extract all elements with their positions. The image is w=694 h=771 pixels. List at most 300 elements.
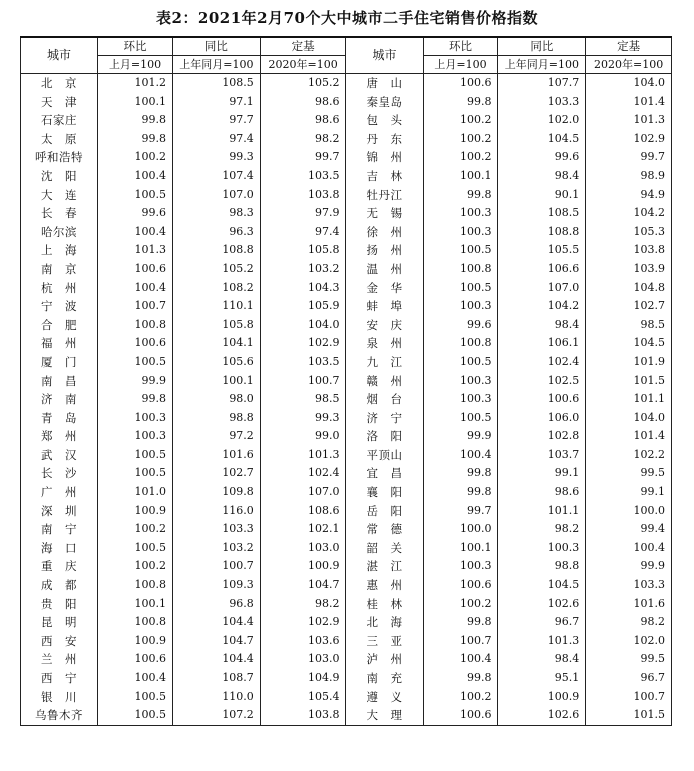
right-city-cell: 平顶山 [346,446,423,465]
right-base-cell: 98.2 [586,613,672,632]
right-city-cell: 大 理 [346,706,423,725]
left-yoy-cell: 100.1 [173,372,261,391]
left-yoy-cell: 116.0 [173,502,261,521]
right-base-cell: 99.7 [586,148,672,167]
right-mom-cell: 100.2 [423,595,498,614]
right-city-cell: 锦 州 [346,148,423,167]
right-base-cell: 102.9 [586,130,672,149]
left-base-cell: 97.9 [260,204,346,223]
left-city-cell: 青 岛 [21,409,98,428]
table-row [21,130,672,149]
right-mom-cell: 100.2 [423,148,498,167]
left-base-cell: 103.0 [260,539,346,558]
right-yoy-cell: 98.4 [498,650,586,669]
table-body [21,74,672,726]
right-city-cell: 北 海 [346,613,423,632]
right-base-cell: 103.9 [586,260,672,279]
table-row [21,464,672,483]
right-mom-cell: 99.8 [423,613,498,632]
right-base-cell: 100.0 [586,502,672,521]
left-city-cell: 银 川 [21,688,98,707]
left-base-cell: 97.4 [260,223,346,242]
right-base-cell: 104.5 [586,334,672,353]
left-mom-cell: 100.4 [98,223,173,242]
left-mom-cell: 100.1 [98,595,173,614]
table-row [21,223,672,242]
right-yoy-cell: 100.9 [498,688,586,707]
left-mom-cell: 100.8 [98,613,173,632]
right-mom-cell: 100.4 [423,446,498,465]
left-base-cell: 99.7 [260,148,346,167]
right-city-cell: 包 头 [346,111,423,130]
left-city-cell: 厦 门 [21,353,98,372]
left-yoy-cell: 107.2 [173,706,261,725]
table-row [21,111,672,130]
left-yoy-cell: 96.3 [173,223,261,242]
right-mom-cell: 100.8 [423,260,498,279]
right-yoy-cell: 100.6 [498,390,586,409]
right-mom-cell: 100.5 [423,241,498,260]
right-mom-cell: 100.5 [423,409,498,428]
table-row [21,204,672,223]
right-city-cell: 烟 台 [346,390,423,409]
right-base-cell: 101.5 [586,372,672,391]
left-base-cell: 108.6 [260,502,346,521]
right-yoy-cell: 90.1 [498,186,586,205]
right-mom-cell: 100.8 [423,334,498,353]
fixed-base-right: 2020年=100 [586,56,672,74]
left-city-cell: 沈 阳 [21,167,98,186]
right-city-cell: 南 充 [346,669,423,688]
left-yoy-cell: 110.0 [173,688,261,707]
left-yoy-cell: 97.2 [173,427,261,446]
left-mom-cell: 100.5 [98,353,173,372]
left-yoy-cell: 98.8 [173,409,261,428]
right-base-cell: 104.0 [586,409,672,428]
table-row [21,613,672,632]
left-city-cell: 太 原 [21,130,98,149]
left-mom-cell: 100.5 [98,706,173,725]
left-city-cell: 兰 州 [21,650,98,669]
left-base-cell: 103.2 [260,260,346,279]
right-city-cell: 三 亚 [346,632,423,651]
table-row [21,520,672,539]
right-base-cell: 101.4 [586,427,672,446]
table-row [21,372,672,391]
right-yoy-cell: 108.5 [498,204,586,223]
table-row [21,279,672,298]
right-mom-cell: 100.5 [423,353,498,372]
right-yoy-cell: 100.3 [498,539,586,558]
left-yoy-cell: 108.7 [173,669,261,688]
left-city-cell: 宁 波 [21,297,98,316]
right-mom-cell: 100.2 [423,111,498,130]
left-yoy-cell: 104.4 [173,613,261,632]
right-yoy-cell: 99.6 [498,148,586,167]
right-mom-cell: 99.8 [423,186,498,205]
left-city-cell: 南 昌 [21,372,98,391]
right-base-cell: 96.7 [586,669,672,688]
table-row [21,316,672,335]
table-row [21,669,672,688]
left-mom-cell: 100.2 [98,520,173,539]
mom-base-right: 上月=100 [423,56,498,74]
left-base-cell: 99.3 [260,409,346,428]
left-city-cell: 呼和浩特 [21,148,98,167]
left-yoy-cell: 109.8 [173,483,261,502]
left-base-cell: 107.0 [260,483,346,502]
table-row [21,148,672,167]
right-city-cell: 湛 江 [346,557,423,576]
right-city-cell: 洛 阳 [346,427,423,446]
right-mom-cell: 100.3 [423,204,498,223]
left-base-cell: 98.6 [260,111,346,130]
right-yoy-cell: 107.0 [498,279,586,298]
table-row [21,595,672,614]
right-yoy-cell: 106.1 [498,334,586,353]
left-base-cell: 99.0 [260,427,346,446]
right-city-cell: 丹 东 [346,130,423,149]
right-mom-cell: 100.3 [423,390,498,409]
table-row [21,502,672,521]
right-yoy-cell: 103.3 [498,93,586,112]
table-row [21,632,672,651]
left-base-cell: 103.0 [260,650,346,669]
left-yoy-cell: 101.6 [173,446,261,465]
right-city-cell: 安 庆 [346,316,423,335]
left-mom-cell: 100.5 [98,186,173,205]
left-base-cell: 102.4 [260,464,346,483]
left-city-cell: 深 圳 [21,502,98,521]
price-index-table [20,36,672,726]
table-row [21,576,672,595]
left-base-cell: 100.9 [260,557,346,576]
yoy-header-left: 同比 [173,37,261,56]
left-yoy-cell: 103.2 [173,539,261,558]
right-city-cell: 岳 阳 [346,502,423,521]
table-row [21,260,672,279]
left-base-cell: 103.5 [260,167,346,186]
right-mom-cell: 100.0 [423,520,498,539]
table-row [21,353,672,372]
table-row [21,74,672,93]
left-city-cell: 西 安 [21,632,98,651]
table-row [21,706,672,725]
table-row [21,93,672,112]
left-city-cell: 合 肥 [21,316,98,335]
right-city-cell: 宜 昌 [346,464,423,483]
right-mom-cell: 100.1 [423,167,498,186]
right-yoy-cell: 103.7 [498,446,586,465]
left-city-cell: 南 宁 [21,520,98,539]
right-city-cell: 桂 林 [346,595,423,614]
left-yoy-cell: 98.3 [173,204,261,223]
left-yoy-cell: 104.7 [173,632,261,651]
left-city-cell: 石家庄 [21,111,98,130]
left-yoy-cell: 105.8 [173,316,261,335]
right-mom-cell: 99.9 [423,427,498,446]
left-mom-cell: 100.5 [98,688,173,707]
right-base-cell: 104.2 [586,204,672,223]
left-mom-cell: 100.5 [98,539,173,558]
table-row [21,483,672,502]
right-base-cell: 101.9 [586,353,672,372]
right-city-cell: 韶 关 [346,539,423,558]
left-mom-cell: 100.1 [98,93,173,112]
left-yoy-cell: 99.3 [173,148,261,167]
left-mom-cell: 100.4 [98,669,173,688]
city-header-right: 城市 [346,37,423,74]
right-mom-cell: 100.1 [423,539,498,558]
left-city-cell: 北 京 [21,74,98,93]
base-header-left: 定基 [260,37,346,56]
right-city-cell: 惠 州 [346,576,423,595]
table-row [21,167,672,186]
table-row [21,446,672,465]
right-city-cell: 吉 林 [346,167,423,186]
right-mom-cell: 100.6 [423,706,498,725]
base-header-right: 定基 [586,37,672,56]
table-row [21,539,672,558]
mom-base-left: 上月=100 [98,56,173,74]
right-base-cell: 101.1 [586,390,672,409]
right-mom-cell: 99.6 [423,316,498,335]
left-base-cell: 105.4 [260,688,346,707]
right-city-cell: 九 江 [346,353,423,372]
right-base-cell: 101.6 [586,595,672,614]
right-mom-cell: 100.3 [423,297,498,316]
right-city-cell: 唐 山 [346,74,423,93]
right-yoy-cell: 102.4 [498,353,586,372]
left-base-cell: 104.0 [260,316,346,335]
left-mom-cell: 100.2 [98,148,173,167]
left-base-cell: 102.9 [260,613,346,632]
left-yoy-cell: 105.2 [173,260,261,279]
right-city-cell: 遵 义 [346,688,423,707]
table-row [21,427,672,446]
left-city-cell: 长 春 [21,204,98,223]
left-city-cell: 重 庆 [21,557,98,576]
left-mom-cell: 100.3 [98,427,173,446]
left-mom-cell: 99.6 [98,204,173,223]
right-yoy-cell: 104.5 [498,576,586,595]
right-mom-cell: 100.3 [423,372,498,391]
left-yoy-cell: 100.7 [173,557,261,576]
left-city-cell: 武 汉 [21,446,98,465]
left-yoy-cell: 107.4 [173,167,261,186]
left-mom-cell: 99.8 [98,130,173,149]
left-yoy-cell: 107.0 [173,186,261,205]
right-city-cell: 金 华 [346,279,423,298]
right-yoy-cell: 98.8 [498,557,586,576]
right-yoy-cell: 95.1 [498,669,586,688]
left-mom-cell: 100.9 [98,632,173,651]
right-yoy-cell: 96.7 [498,613,586,632]
left-mom-cell: 99.8 [98,390,173,409]
right-yoy-cell: 98.2 [498,520,586,539]
left-mom-cell: 100.3 [98,409,173,428]
right-base-cell: 101.3 [586,111,672,130]
table-row [21,409,672,428]
table-row [21,390,672,409]
left-city-cell: 郑 州 [21,427,98,446]
left-mom-cell: 100.5 [98,464,173,483]
right-base-cell: 103.3 [586,576,672,595]
left-base-cell: 100.7 [260,372,346,391]
right-base-cell: 99.4 [586,520,672,539]
right-city-cell: 泉 州 [346,334,423,353]
right-base-cell: 99.9 [586,557,672,576]
right-yoy-cell: 105.5 [498,241,586,260]
right-mom-cell: 100.4 [423,650,498,669]
left-mom-cell: 100.6 [98,260,173,279]
right-base-cell: 104.0 [586,74,672,93]
right-base-cell: 98.9 [586,167,672,186]
left-base-cell: 101.3 [260,446,346,465]
left-base-cell: 102.1 [260,520,346,539]
left-base-cell: 104.3 [260,279,346,298]
left-base-cell: 102.9 [260,334,346,353]
right-base-cell: 100.4 [586,539,672,558]
left-mom-cell: 100.8 [98,316,173,335]
table-row [21,186,672,205]
right-base-cell: 103.8 [586,241,672,260]
right-city-cell: 襄 阳 [346,483,423,502]
left-base-cell: 105.9 [260,297,346,316]
left-mom-cell: 100.4 [98,167,173,186]
left-mom-cell: 101.0 [98,483,173,502]
left-yoy-cell: 110.1 [173,297,261,316]
left-mom-cell: 100.6 [98,650,173,669]
right-city-cell: 温 州 [346,260,423,279]
right-yoy-cell: 102.0 [498,111,586,130]
right-mom-cell: 99.8 [423,669,498,688]
right-yoy-cell: 98.4 [498,167,586,186]
left-city-cell: 贵 阳 [21,595,98,614]
right-base-cell: 104.8 [586,279,672,298]
left-yoy-cell: 97.7 [173,111,261,130]
left-yoy-cell: 102.7 [173,464,261,483]
right-mom-cell: 99.8 [423,93,498,112]
left-mom-cell: 99.8 [98,111,173,130]
left-mom-cell: 99.9 [98,372,173,391]
right-yoy-cell: 102.8 [498,427,586,446]
left-mom-cell: 100.4 [98,279,173,298]
left-mom-cell: 100.5 [98,446,173,465]
right-yoy-cell: 104.2 [498,297,586,316]
right-base-cell: 99.5 [586,650,672,669]
yoy-header-right: 同比 [498,37,586,56]
mom-header-left: 环比 [98,37,173,56]
left-base-cell: 98.5 [260,390,346,409]
right-base-cell: 105.3 [586,223,672,242]
right-base-cell: 102.0 [586,632,672,651]
right-yoy-cell: 106.6 [498,260,586,279]
right-mom-cell: 99.7 [423,502,498,521]
right-city-cell: 泸 州 [346,650,423,669]
left-base-cell: 103.8 [260,186,346,205]
left-city-cell: 成 都 [21,576,98,595]
left-yoy-cell: 103.3 [173,520,261,539]
right-yoy-cell: 98.6 [498,483,586,502]
right-base-cell: 102.2 [586,446,672,465]
right-mom-cell: 100.2 [423,130,498,149]
left-city-cell: 海 口 [21,539,98,558]
left-yoy-cell: 97.4 [173,130,261,149]
yoy-base-left: 上年同月=100 [173,56,261,74]
left-base-cell: 103.5 [260,353,346,372]
right-base-cell: 100.7 [586,688,672,707]
mom-header-right: 环比 [423,37,498,56]
table-row [21,688,672,707]
right-yoy-cell: 102.6 [498,706,586,725]
left-base-cell: 103.8 [260,706,346,725]
left-base-cell: 105.2 [260,74,346,93]
right-mom-cell: 100.2 [423,688,498,707]
right-city-cell: 赣 州 [346,372,423,391]
right-yoy-cell: 106.0 [498,409,586,428]
left-mom-cell: 101.2 [98,74,173,93]
right-yoy-cell: 104.5 [498,130,586,149]
left-yoy-cell: 105.6 [173,353,261,372]
left-base-cell: 104.9 [260,669,346,688]
right-mom-cell: 100.7 [423,632,498,651]
right-city-cell: 秦皇岛 [346,93,423,112]
left-yoy-cell: 97.1 [173,93,261,112]
left-yoy-cell: 108.8 [173,241,261,260]
left-mom-cell: 101.3 [98,241,173,260]
right-city-cell: 徐 州 [346,223,423,242]
table-row [21,557,672,576]
right-base-cell: 101.4 [586,93,672,112]
right-city-cell: 蚌 埠 [346,297,423,316]
left-base-cell: 98.2 [260,130,346,149]
left-mom-cell: 100.6 [98,334,173,353]
right-mom-cell: 100.3 [423,223,498,242]
left-base-cell: 105.8 [260,241,346,260]
right-base-cell: 101.5 [586,706,672,725]
left-city-cell: 上 海 [21,241,98,260]
left-yoy-cell: 108.2 [173,279,261,298]
right-base-cell: 99.5 [586,464,672,483]
right-mom-cell: 99.8 [423,464,498,483]
left-city-cell: 广 州 [21,483,98,502]
left-yoy-cell: 108.5 [173,74,261,93]
left-city-cell: 长 沙 [21,464,98,483]
right-mom-cell: 100.6 [423,74,498,93]
right-yoy-cell: 98.4 [498,316,586,335]
table-row [21,334,672,353]
left-mom-cell: 100.2 [98,557,173,576]
left-city-cell: 大 连 [21,186,98,205]
page-title: 表2：2021年2月70个大中城市二手住宅销售价格指数 [156,9,538,27]
right-yoy-cell: 101.1 [498,502,586,521]
right-city-cell: 无 锡 [346,204,423,223]
right-mom-cell: 100.5 [423,279,498,298]
table-header [21,37,672,74]
right-base-cell: 99.1 [586,483,672,502]
yoy-base-right: 上年同月=100 [498,56,586,74]
left-city-cell: 天 津 [21,93,98,112]
table-row [21,241,672,260]
left-yoy-cell: 104.4 [173,650,261,669]
right-city-cell: 常 德 [346,520,423,539]
left-mom-cell: 100.7 [98,297,173,316]
left-base-cell: 98.2 [260,595,346,614]
left-city-cell: 福 州 [21,334,98,353]
city-header-left: 城市 [21,37,98,74]
right-yoy-cell: 108.8 [498,223,586,242]
